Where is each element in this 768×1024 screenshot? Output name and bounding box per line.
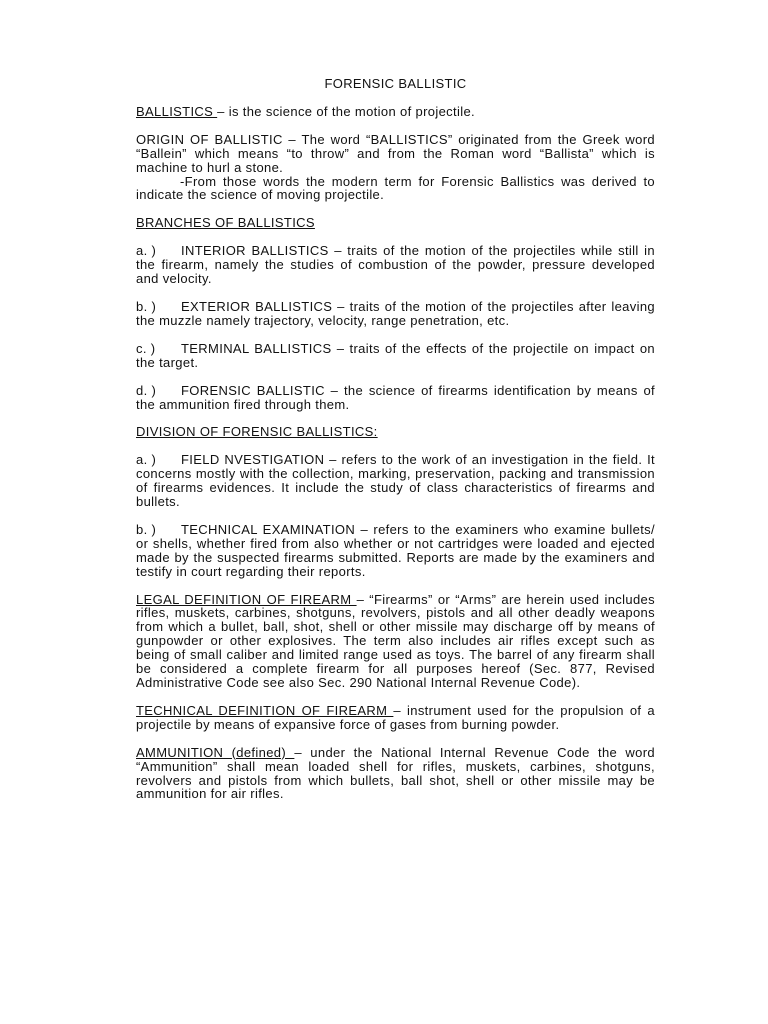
division-text-b: TECHNICAL EXAMINATION – refers to the examiners who examine bullets/ or shells, whether fired from also whether or not cartridges were loaded and ejected made by the suspected firearms submitted. Reports are made by the examiners and testify in court regarding their reports.: [136, 521, 655, 579]
ammunition-text: – under the National Internal Revenue Code the word “Ammunition” shall mean loaded shell for rifles, muskets, carbines, shotguns, revolvers and pistols from which bullets, ball shot, shell or other missile may be ammunition for air rifles.: [136, 744, 656, 802]
ammunition-definition: [136, 746, 655, 802]
branch-label-c: c. ): [136, 340, 156, 356]
branch-item-a: [136, 244, 655, 286]
ballistics-definition: [136, 105, 655, 119]
branch-label-d: d. ): [136, 382, 157, 398]
legal-definition: [136, 593, 655, 690]
division-item-b: [136, 523, 655, 579]
division-item-a: [136, 453, 655, 509]
branch-item-c: [136, 342, 655, 370]
technical-definition: [136, 704, 655, 732]
division-label-b: b. ): [136, 521, 157, 537]
division-text-a: FIELD NVESTIGATION – refers to the work of an investigation in the field. It concerns mostly with the collection, marking, preservation, packing and transmission of firearms evidences. It include the study of class characteristics of firearms and bullets.: [136, 452, 655, 510]
legal-text: – “Firearms” or “Arms” are herein used includes rifles, muskets, carbines, shotguns, revolvers, pistols and all other deadly weapons from which a bullet, ball, shot, shell or other missile may discharge off by means of gunpowder or other explosives. The term also includes air rifles except such as being of small caliber and limited range used as toys. The barrel of any firearm shall be considered a complete firearm for all purposes hereof (Sec. 877, Revised Administrative Code see also Sec. 290 National Internal Revenue Code).: [136, 591, 655, 690]
branch-label-b: b. ): [136, 298, 157, 314]
branches-heading: BRANCHES OF BALLISTICS: [136, 215, 315, 231]
division-heading: DIVISION OF FORENSIC BALLISTICS:: [136, 424, 378, 440]
branch-item-b: [136, 300, 655, 328]
origin-paragraph: [136, 133, 655, 203]
branch-label-a: a. ): [136, 243, 157, 259]
technical-term: TECHNICAL DEFINITION OF FIREARM: [136, 702, 394, 718]
origin-term: ORIGIN OF BALLISTIC: [136, 131, 283, 147]
branch-text-c: TERMINAL BALLISTICS – traits of the effects of the projectile on impact on the target.: [136, 340, 655, 370]
ballistics-term: BALLISTICS: [136, 103, 218, 119]
legal-term: LEGAL DEFINITION OF FIREARM: [136, 591, 357, 607]
origin-text: – The word “BALLISTICS” originated from the Greek word “Ballein” which means “to throw” and from the Roman word “Ballista” which is machine to hurl a stone.: [136, 131, 655, 175]
document-page: [136, 77, 655, 815]
origin-text-2: -From those words the modern term for Forensic Ballistics was derived to indicate the science of moving projectile.: [136, 173, 655, 203]
ballistics-text: – is the science of the motion of projectile.: [217, 103, 475, 119]
division-label-a: a. ): [136, 452, 157, 468]
ammunition-term: AMMUNITION (defined): [136, 744, 295, 760]
branch-text-b: EXTERIOR BALLISTICS – traits of the motion of the projectiles after leaving the muzzle namely trajectory, velocity, range penetration, etc.: [136, 298, 655, 328]
branch-text-d: FORENSIC BALLISTIC – the science of firearms identification by means of the ammunition fired through them.: [136, 382, 655, 412]
document-title: FORENSIC BALLISTIC: [324, 76, 467, 91]
branch-item-d: [136, 384, 655, 412]
branch-text-a: INTERIOR BALLISTICS – traits of the motion of the projectiles while still in the firearm, namely the studies of combustion of the powder, pressure developed and velocity.: [136, 243, 655, 287]
technical-text: – instrument used for the propulsion of a projectile by means of expansive force of gases from burning powder.: [136, 702, 655, 732]
